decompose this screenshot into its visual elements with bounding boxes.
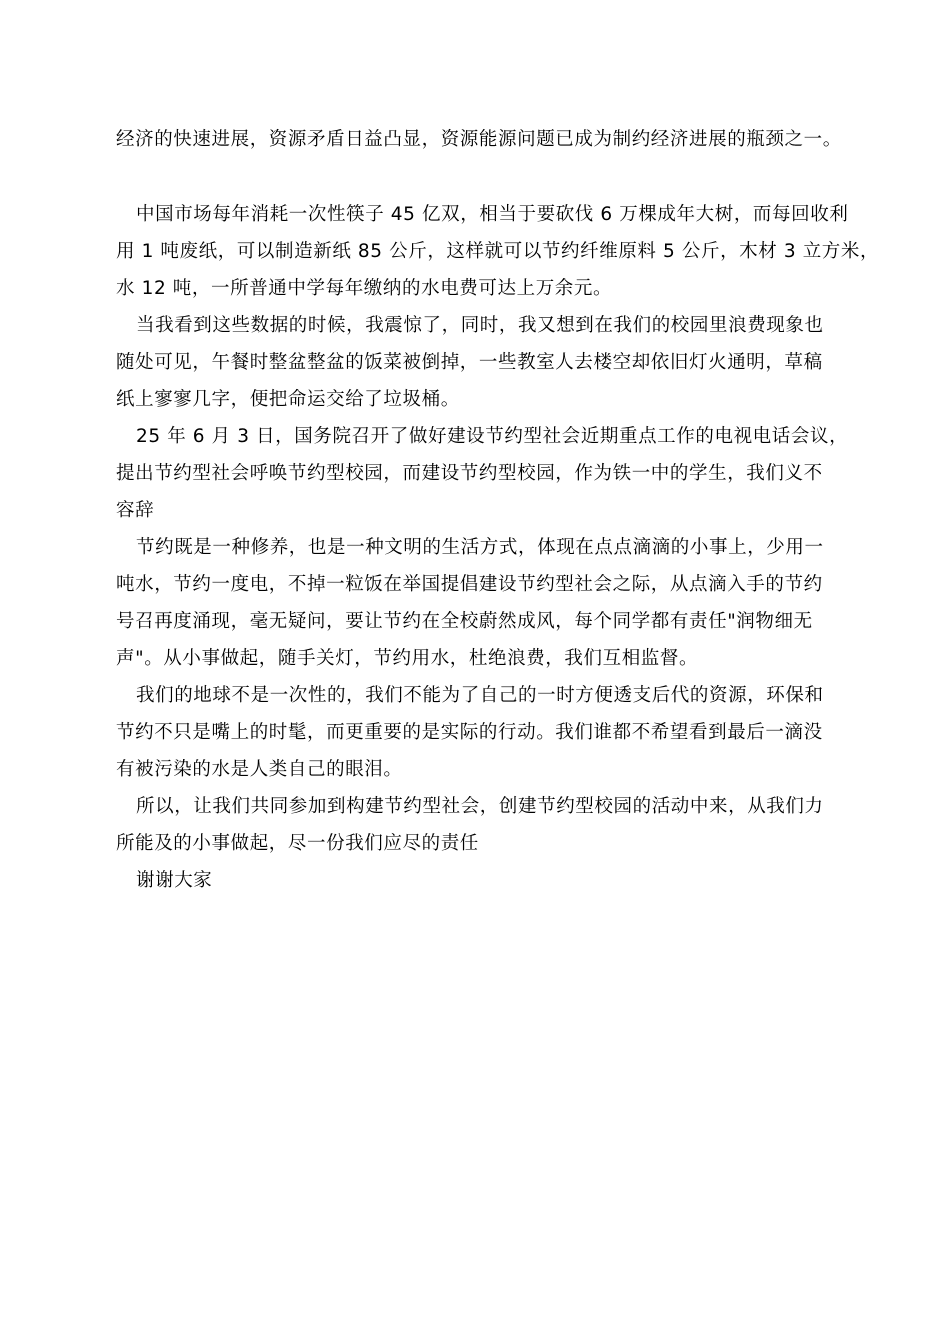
text-line: 我们的地球不是一次性的，我们不能为了自己的一时方便透支后代的资源，环保和 bbox=[136, 685, 824, 706]
text-line: 25 年 6 月 3 日，国务院召开了做好建设节约型社会近期重点工作的电视电话会议， bbox=[136, 426, 849, 447]
text-line: 用 1 吨废纸，可以制造新纸 85 公斤，这样就可以节约纤维原料 5 公斤，木材 3 立方米， bbox=[116, 241, 880, 262]
text-line: 中国市场每年消耗一次性筷子 45 亿双，相当于要砍伐 6 万棵成年大树，而每回收利 bbox=[136, 204, 849, 225]
text-line: 当我看到这些数据的时候，我震惊了，同时，我又想到在我们的校园里浪费现象也 bbox=[136, 315, 824, 336]
text-line: 随处可见，午餐时整盆整盆的饭菜被倒掉，一些教室人去楼空却依旧灯火通明，草稿 bbox=[116, 352, 823, 373]
text-line: 所以，让我们共同参加到构建节约型社会，创建节约型校园的活动中来，从我们力 bbox=[136, 796, 824, 817]
text-line: 吨水，节约一度电，不掉一粒饭在举国提倡建设节约型社会之际，从点滴入手的节约 bbox=[116, 574, 823, 595]
closing-line: 谢谢大家 bbox=[136, 870, 213, 891]
text-line: 节约既是一种修养，也是一种文明的生活方式，体现在点点滴滴的小事上，少用一 bbox=[136, 537, 824, 558]
text-line: 声"。从小事做起，随手关灯，节约用水，杜绝浪费，我们互相监督。 bbox=[116, 648, 699, 669]
text-line: 所能及的小事做起，尽一份我们应尽的责任 bbox=[116, 833, 479, 854]
text-line: 水 12 吨，一所普通中学每年缴纳的水电费可达上万余元。 bbox=[116, 278, 613, 299]
text-line: 容辞 bbox=[116, 500, 155, 521]
text-line: 号召再度涌现，毫无疑问，要让节约在全校蔚然成风，每个同学都有责任"润物细无 bbox=[116, 611, 813, 632]
text-line: 节约不只是嘴上的时髦，而更重要的是实际的行动。我们谁都不希望看到最后一滴没 bbox=[116, 722, 823, 743]
text-line: 经济的快速进展，资源矛盾日益凸显，资源能源问题已成为制约经济进展的瓶颈之一。 bbox=[116, 129, 842, 150]
text-line: 提出节约型社会呼唤节约型校园，而建设节约型校园，作为铁一中的学生，我们义不 bbox=[116, 463, 823, 484]
text-line: 纸上寥寥几字，便把命运交给了垃圾桶。 bbox=[116, 389, 460, 410]
text-line: 有被污染的水是人类自己的眼泪。 bbox=[116, 759, 403, 780]
